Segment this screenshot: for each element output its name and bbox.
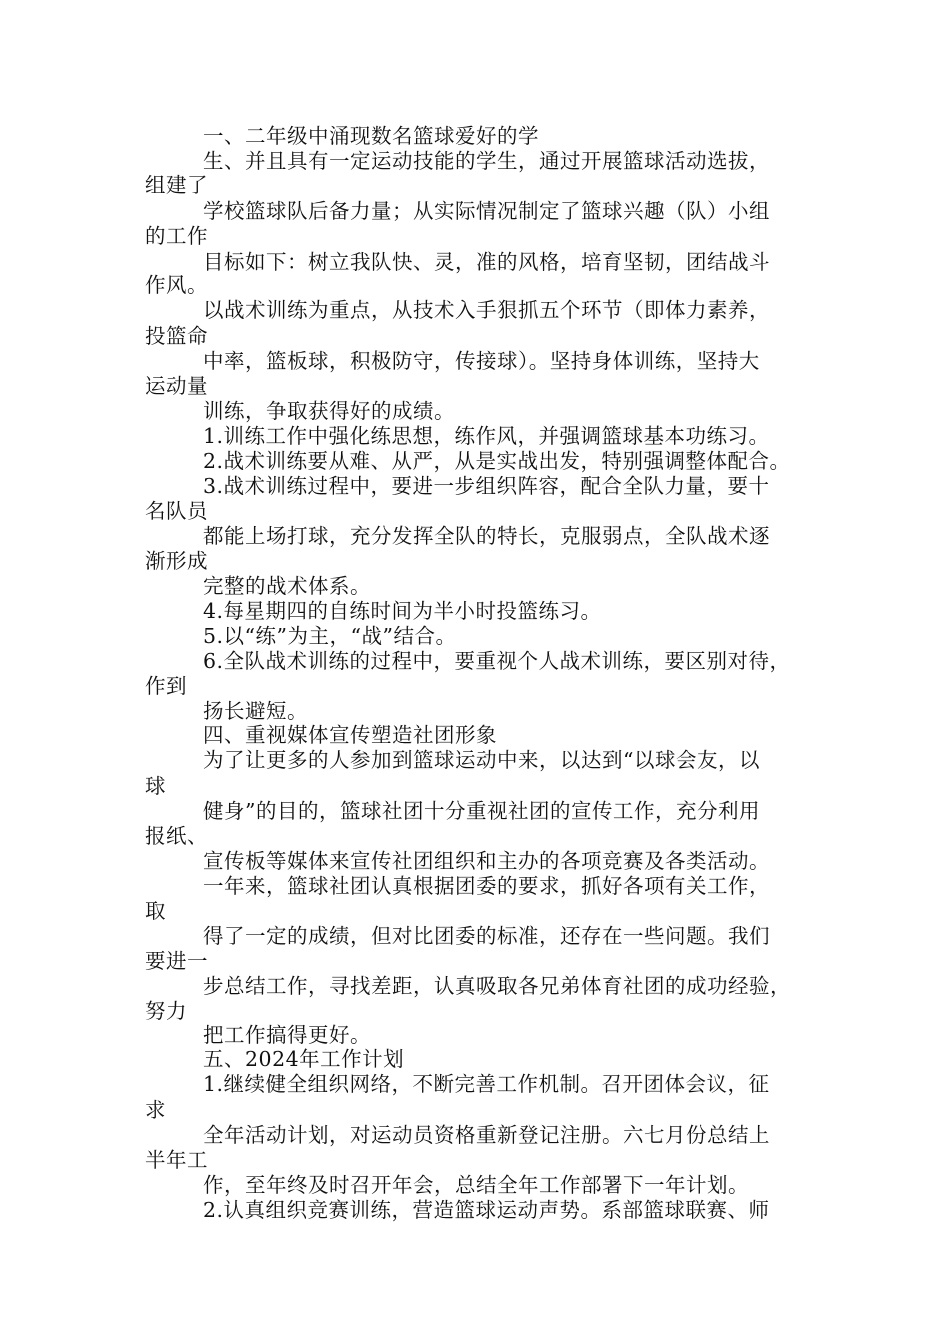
- text-line: 3.战术训练过程中，要进一步组织阵容，配合全队力量，要十: [203, 474, 770, 498]
- text-line: 全年活动计划，对运动员资格重新登记注册。六七月份总结上: [203, 1123, 770, 1147]
- text-line: 组建了: [145, 173, 208, 197]
- text-line: 生、并且具有一定运动技能的学生，通过开展篮球活动选拔，: [203, 149, 770, 173]
- text-line: 的工作: [145, 224, 208, 248]
- text-line: 求: [145, 1098, 166, 1122]
- text-line: 扬长避短。: [203, 699, 308, 723]
- text-line: 为了让更多的人参加到篮球运动中来，以达到“以球会友，以: [203, 748, 760, 772]
- section-heading: 四、重视媒体宣传塑造社团形象: [203, 723, 497, 747]
- text-line: 以战术训练为重点，从技术入手狠抓五个环节（即体力素养，: [203, 298, 770, 322]
- text-line: 6.全队战术训练的过程中，要重视个人战术训练，要区别对待，: [203, 649, 791, 673]
- text-line: 宣传板等媒体来宣传社团组织和主办的各项竞赛及各类活动。: [203, 849, 770, 873]
- text-line: 4.每星期四的自练时间为半小时投篮练习。: [203, 599, 602, 623]
- text-line: 报纸、: [145, 824, 208, 848]
- text-line: 1.训练工作中强化练思想，练作风，并强调篮球基本功练习。: [203, 424, 770, 448]
- text-line: 完整的战术体系。: [203, 574, 371, 598]
- text-line: 要进一: [145, 949, 208, 973]
- text-line: 一、二年级中涌现数名篮球爱好的学: [203, 124, 539, 148]
- text-line: 学校篮球队后备力量；从实际情况制定了篮球兴趣（队）小组: [203, 199, 770, 223]
- text-line: 中率，篮板球，积极防守，传接球）。坚持身体训练，坚持大: [203, 349, 760, 373]
- text-line: 1.继续健全组织网络，不断完善工作机制。召开团体会议，征: [203, 1072, 770, 1096]
- text-line: 努力: [145, 999, 187, 1023]
- text-line: 训练，争取获得好的成绩。: [203, 399, 455, 423]
- text-line: 渐形成: [145, 549, 208, 573]
- text-line: 名队员: [145, 499, 208, 523]
- text-line: 一年来，篮球社团认真根据团委的要求，抓好各项有关工作，: [203, 874, 770, 898]
- text-line: 运动量: [145, 374, 208, 398]
- text-line: 作，至年终及时召开年会，总结全年工作部署下一年计划。: [203, 1173, 749, 1197]
- text-line: 作到: [145, 674, 187, 698]
- text-line: 作风。: [145, 273, 208, 297]
- text-line: 投篮命: [145, 324, 208, 348]
- text-line: 2.战术训练要从难、从严，从是实战出发，特别强调整体配合。: [203, 449, 791, 473]
- text-line: 目标如下：树立我队快、灵，准的风格，培育坚韧，团结战斗: [203, 250, 770, 274]
- text-line: 得了一定的成绩，但对比团委的标准，还存在一些问题。我们: [203, 924, 770, 948]
- text-line: 步总结工作，寻找差距，认真吸取各兄弟体育社团的成功经验，: [203, 974, 791, 998]
- text-line: 5.以“练”为主，“战”结合。: [203, 624, 457, 648]
- text-line: 都能上场打球，充分发挥全队的特长，克服弱点，全队战术逐: [203, 524, 770, 548]
- text-line: 健身”的目的，篮球社团十分重视社团的宣传工作，充分利用: [203, 799, 760, 823]
- text-line: 半年工: [145, 1148, 208, 1172]
- text-line: 取: [145, 899, 166, 923]
- section-heading: 五、2024年工作计划: [203, 1047, 405, 1071]
- text-line: 2.认真组织竞赛训练，营造篮球运动声势。系部篮球联赛、师: [203, 1198, 770, 1222]
- text-line: 球: [145, 774, 166, 798]
- text-line: 把工作搞得更好。: [203, 1023, 371, 1047]
